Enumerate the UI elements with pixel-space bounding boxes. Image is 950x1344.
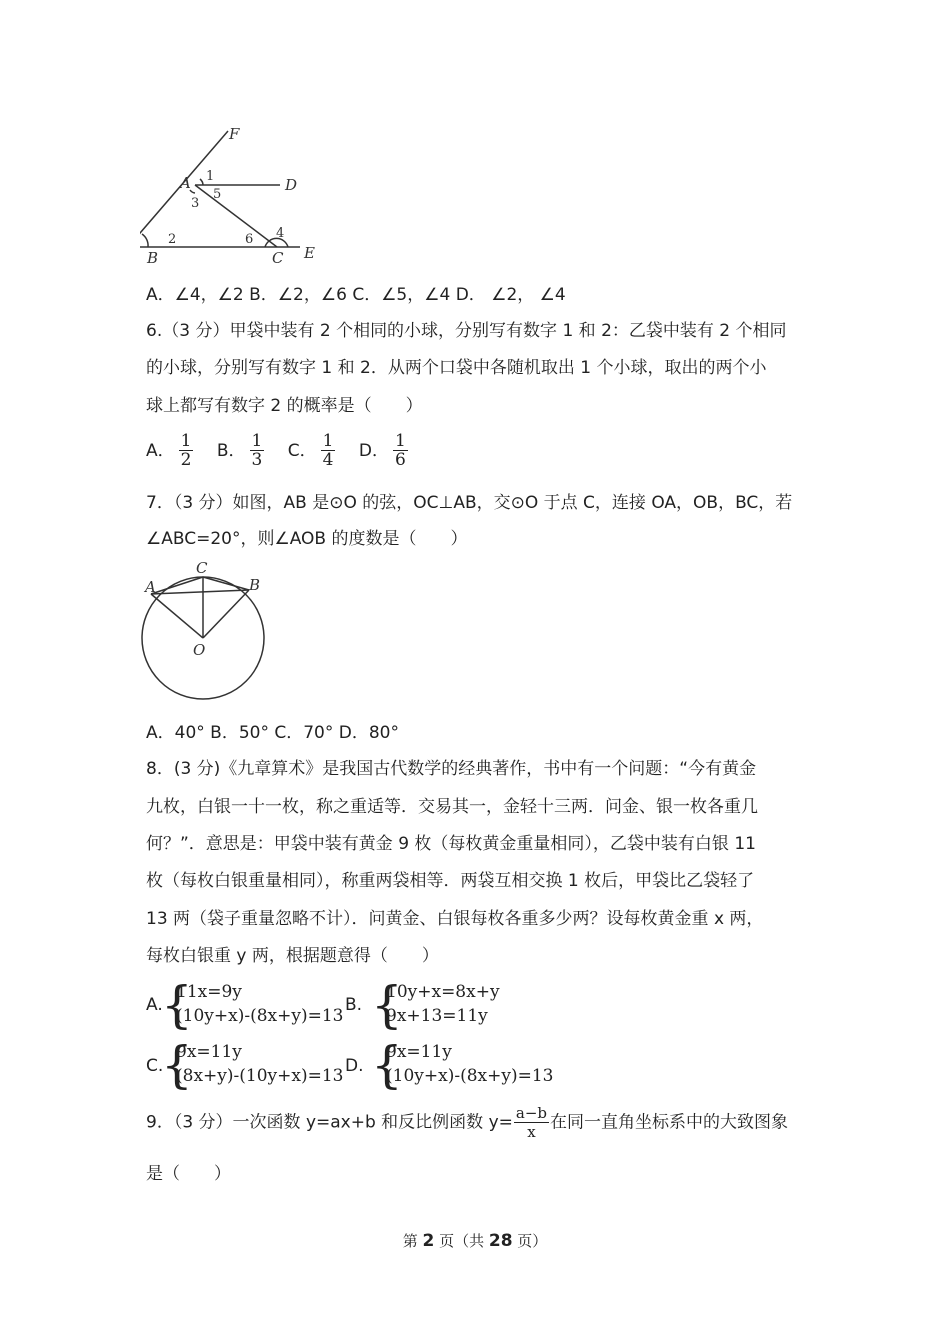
fraction: $\frac{1}{3}$ [251, 431, 263, 470]
circle-figure [138, 560, 278, 705]
brace-icon: { [371, 976, 403, 1034]
q6-line-3: 球上都写有数字 2 的概率是（ ） [146, 396, 423, 416]
q6-line-1: 6.（3 分）甲袋中装有 2 个相同的小球，分别写有数字 1 和 2：乙袋中装有 2 个相同 [146, 321, 787, 341]
q7-line-2: ∠ABC=20°，则∠AOB 的度数是（ ） [146, 529, 468, 549]
page-total: 28 [488, 1231, 513, 1251]
label-angle-5: 5 [213, 187, 222, 202]
q7-line-1: 7．（3 分）如图，AB 是⊙O 的弦，OC⊥AB，交⊙O 于点 C，连接 OA，OB，BC，若 [146, 493, 793, 513]
q8-line-5: 13 两（袋子重量忽略不计）．问黄金、白银每枚各重多少两？设每枚黄金重 x 两， [146, 909, 764, 929]
label-c: C [272, 249, 284, 267]
page-number: 2 [422, 1231, 435, 1251]
q6-option-c: C． $\frac{1}{4}$ [287, 431, 334, 470]
label-b: B [249, 576, 261, 594]
fraction: $\frac{1}{4}$ [322, 431, 334, 470]
brace-icon: { [371, 1036, 403, 1094]
q6-line-2: 的小球，分别写有数字 1 和 2．从两个口袋中各随机取出 1 个小球，取出的两个小 [146, 358, 767, 378]
q8-option-a-label: A. [146, 995, 163, 1015]
label-angle-6: 6 [245, 232, 254, 247]
brace-icon: { [161, 976, 193, 1034]
fraction: $\frac{a-b}{x}$ [515, 1104, 547, 1141]
label-angle-2: 2 [168, 232, 177, 247]
label-d: D [285, 176, 298, 194]
q8-line-3: 何？”．意思是：甲袋中装有黄金 9 枚（每枚黄金重量相同），乙袋中装有白银 11 [146, 834, 756, 854]
q8-option-a-system: 11x=9y (10y+x)-(8x+y)=13 [176, 982, 344, 1026]
q6-options [146, 432, 412, 469]
segment-ob [203, 590, 249, 638]
q6-option-b: B． $\frac{1}{3}$ [216, 431, 263, 470]
label-a: A [145, 578, 156, 596]
q5-options: A．∠4，∠2 B．∠2，∠6 C．∠5，∠4 D． ∠2， ∠4 [146, 285, 566, 305]
label-b: B [147, 249, 159, 267]
label-angle-3: 3 [191, 196, 200, 211]
segment-oa [151, 594, 203, 638]
q8-line-6: 每枚白银重 y 两，根据题意得（ ） [146, 946, 439, 966]
q7-options: A．40° B．50° C．70° D．80° [146, 723, 399, 743]
q8-option-c-system: 9x=11y (8x+y)-(10y+x)=13 [176, 1042, 344, 1086]
label-e: E [304, 244, 315, 262]
q8-option-d-label: D. [345, 1056, 364, 1076]
q6-option-d: D． $\frac{1}{6}$ [358, 431, 406, 470]
q8-option-b-system: 10y+x=8x+y 9x+13=11y [386, 982, 500, 1026]
q8-option-b-label: B. [345, 995, 363, 1015]
label-a: A [180, 174, 191, 192]
fraction: $\frac{1}{6}$ [394, 431, 406, 470]
angle-figure [140, 125, 330, 270]
brace-icon: { [161, 1036, 193, 1094]
q8-line-4: 枚（每枚白银重量相同），称重两袋相等．两袋互相交换 1 枚后，甲袋比乙袋轻了 [146, 871, 755, 891]
q6-option-a: A． $\frac{1}{2}$ [146, 431, 192, 470]
q8-line-1: 8．(3 分)《九章算术》是我国古代数学的经典著作，书中有一个问题：“今有黄金 [146, 759, 757, 779]
fraction: $\frac{1}{2}$ [180, 431, 192, 470]
segment-bc [203, 577, 249, 590]
label-c: C [196, 560, 208, 577]
q8-option-c-label: C. [146, 1056, 164, 1076]
page-footer: 第 2 页（共 28 页） [402, 1231, 548, 1251]
q9-line-2: 是（ ） [146, 1164, 231, 1184]
line-ac [195, 185, 277, 247]
q9-line-1: 9．（3 分）一次函数 y=ax+b 和反比例函数 y= $\frac{a-b}{x}$ 在同一直角坐标系中的大致图象 [146, 1104, 788, 1141]
label-angle-1: 1 [206, 169, 215, 184]
q8-option-d-system: 9x=11y (10y+x)-(8x+y)=13 [386, 1042, 554, 1086]
label-angle-4: 4 [276, 226, 285, 241]
label-f: F [229, 125, 240, 143]
label-o: O [193, 641, 206, 659]
q8-line-2: 九枚，白银一十一枚，称之重适等．交易其一，金轻十三两．问金、银一枚各重几 [146, 797, 758, 817]
